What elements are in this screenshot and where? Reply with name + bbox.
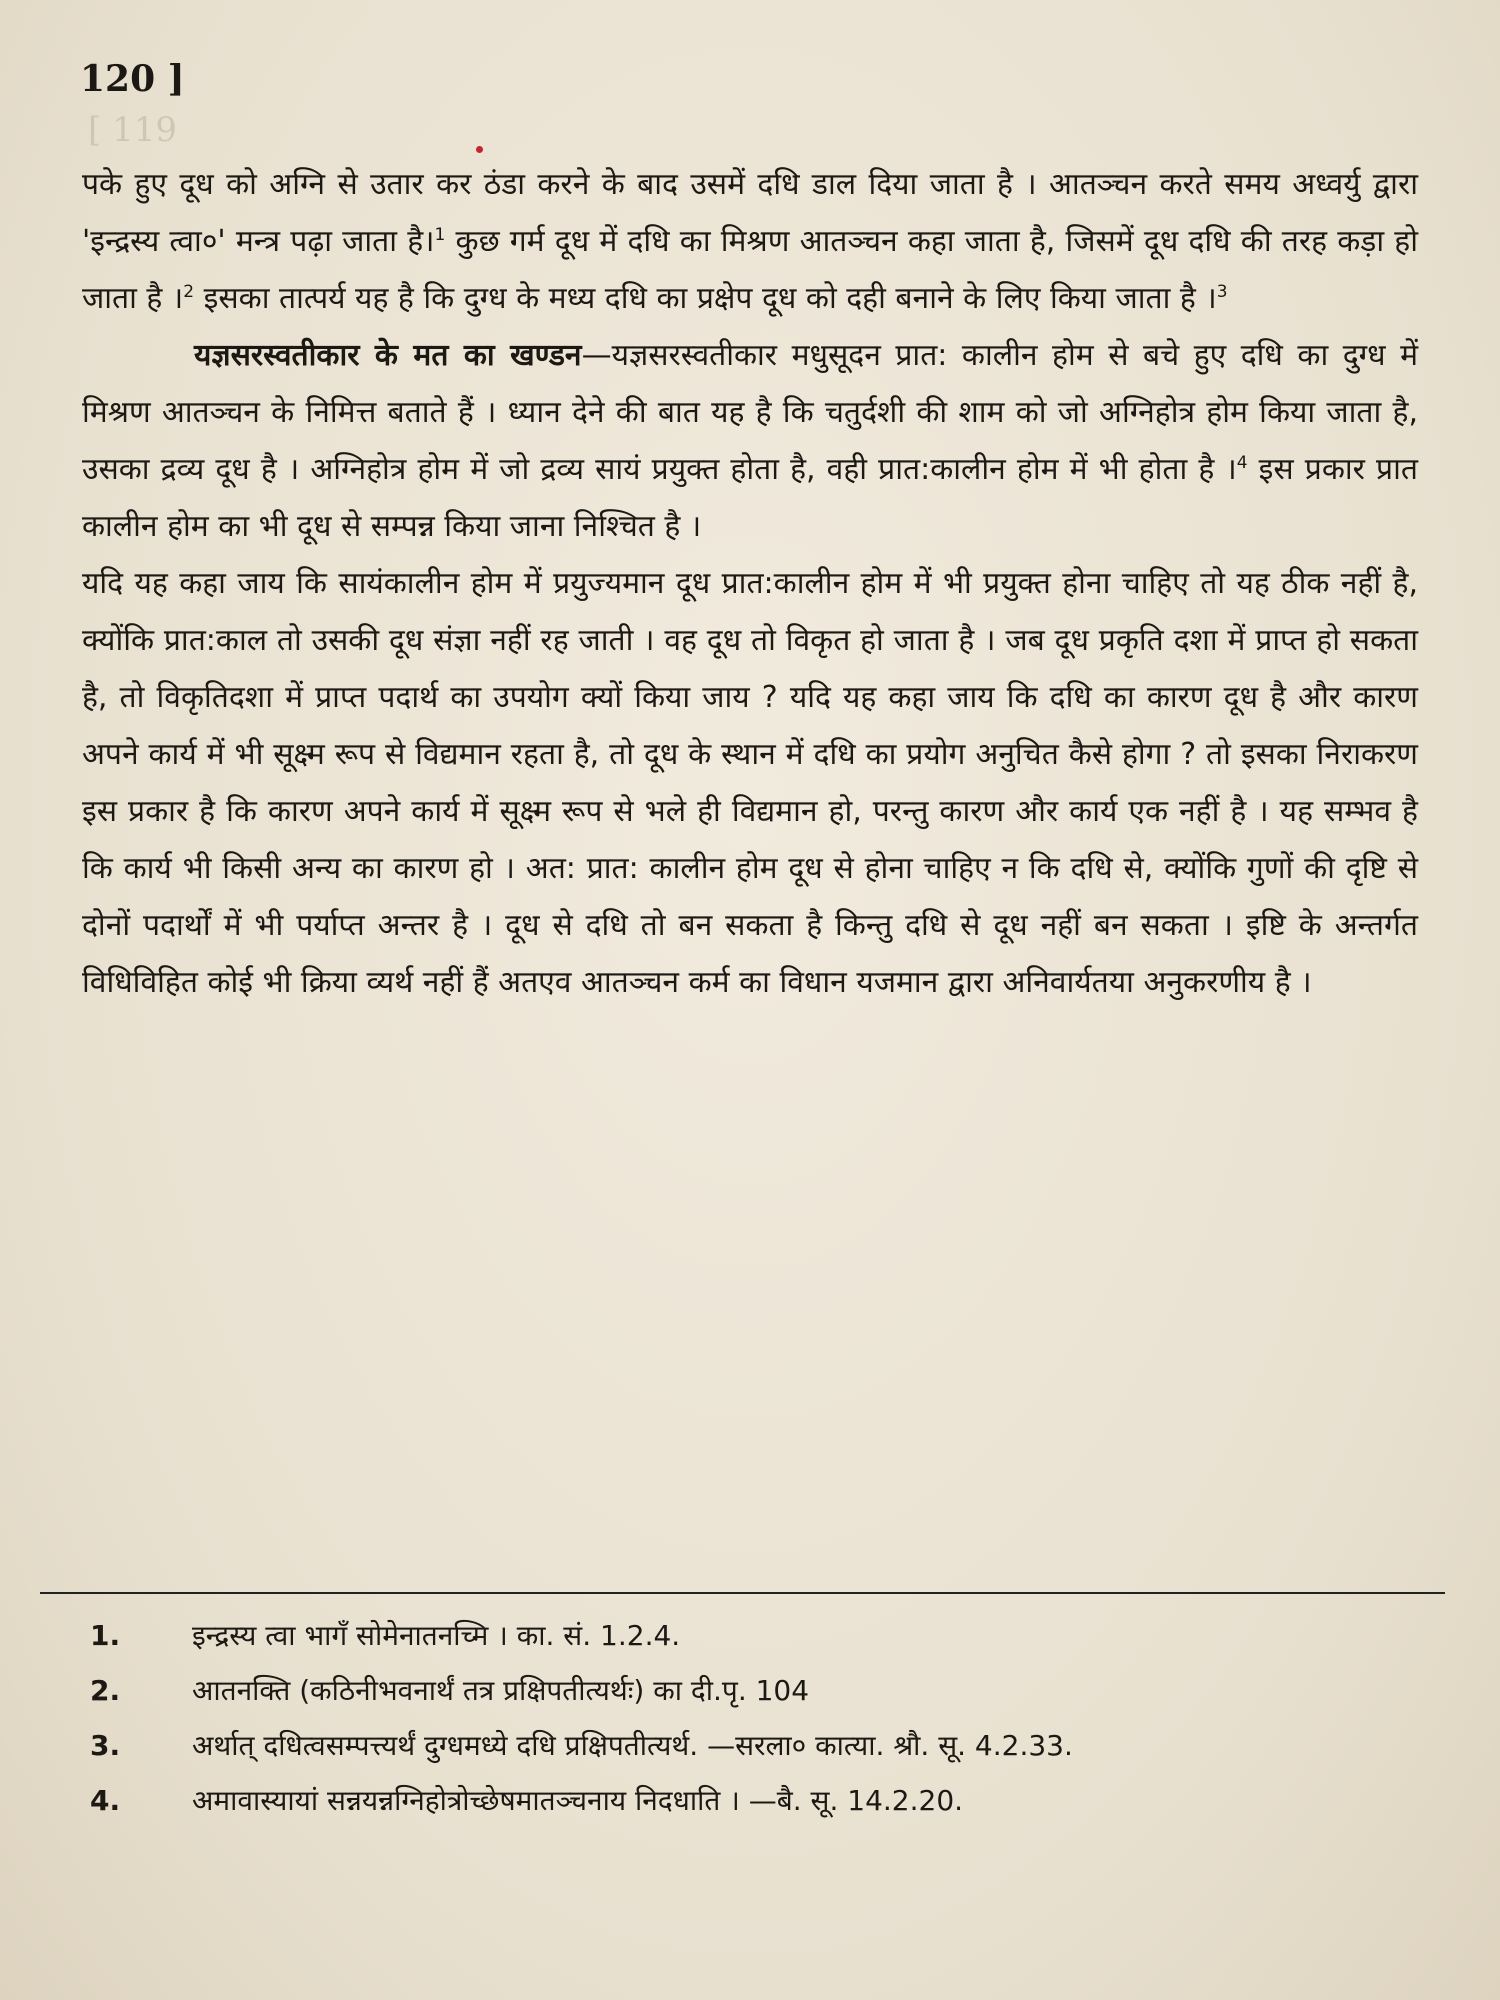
page-number: 120 ] xyxy=(80,58,185,100)
footnote-ref-4: 4 xyxy=(1236,453,1248,473)
paragraph-1-text-c: इसका तात्पर्य यह है कि दुग्ध के मध्य दधि का प्रक्षेप दूध को दही बनाने के लिए किया जाता है । xyxy=(194,281,1217,316)
footnote-text: आतनक्ति (कठिनीभवनार्थं तत्र प्रक्षिपतीत्यर्थः) का दी.पृ. 104 xyxy=(192,1674,810,1707)
footnote-text: अर्थात् दधित्वसम्पत्त्यर्थं दुग्धमध्ये दधि प्रक्षिपतीत्यर्थ. —सरला० कात्या. श्रौ. सू. 4.2.33. xyxy=(192,1729,1073,1762)
paragraph-3: यदि यह कहा जाय कि सायंकालीन होम में प्रयुज्यमान दूध प्रात:कालीन होम में भी प्रयुक्त होना चाहिए तो यह ठीक नहीं है, क्योंकि प्रात:काल तो उसकी दूध संज्ञा नहीं रह जाती । वह दूध तो विकृत हो जाता है । जब दूध प्रकृति दशा में प्राप्त हो सकता है, तो विकृतिदशा में प्राप्त पदार्थ का उपयोग क्यों किया जाय ? यदि यह कहा जाय कि दधि का कारण दूध है और कारण अपने कार्य में भी सूक्ष्म रूप से विद्यमान रहता है, तो दूध के स्थान में दधि का प्रयोग अनुचित कैसे होगा ? तो इसका निराकरण इस प्रकार है कि कारण अपने कार्य में सूक्ष्म रूप से भले ही विद्यमान हो, परन्तु कारण और कार्य एक नहीं है । यह सम्भव है कि कार्य भी किसी अन्य का कारण हो । अत: प्रात: कालीन होम दूध से होना चाहिए न कि दधि से, क्योंकि गुणों की दृष्टि से दोनों पदार्थों में भी पर्याप्त अन्तर है । दूध से दधि तो बन सकता है किन्तु दधि से दूध नहीं बन सकता । इष्टि के अन्तर्गत विधिविहित कोई भी क्रिया व्यर्थ नहीं हैं अतएव आतञ्चन कर्म का विधान यजमान द्वारा अनिवार्यतया अनुकरणीय है । xyxy=(82,566,1418,1000)
footnote-2 xyxy=(90,1663,1420,1718)
footnote-number: 2. xyxy=(90,1674,121,1707)
footnote-text: इन्द्रस्य त्वा भागँ सोमेनातनच्मि । का. सं. 1.2.4. xyxy=(192,1619,681,1652)
footnote-ref-2: 2 xyxy=(183,282,195,302)
footnote-3 xyxy=(90,1718,1420,1773)
section-heading: यज्ञसरस्वतीकार के मत का खण्डन xyxy=(194,338,582,373)
footnote-number: 4. xyxy=(90,1784,121,1817)
footnote-number: 3. xyxy=(90,1729,121,1762)
footnote-ref-3: 3 xyxy=(1216,282,1228,302)
paragraph-1-text-a: पके हुए दूध को अग्नि से उतार कर ठंडा करने के बाद उसमें दधि डाल दिया जाता है । आतञ्चन करते समय अध्वर्यु द्वारा 'इन्द्रस्य त्वा०' मन्त्र पढ़ा जाता है। xyxy=(82,167,1418,259)
paragraph-2-text-a: —यज्ञसरस्वतीकार मधुसूदन प्रात: कालीन होम से बचे हुए दधि का दुग्ध में मिश्रण आतञ्चन के निमित्त बताते हैं । ध्यान देने की बात यह है कि चतुर्दशी की शाम को जो अग्निहोत्र होम किया जाता है, उसका द्रव्य दूध है । अग्निहोत्र होम में जो द्रव्य सायं प्रयुक्त होता है, वही प्रात:कालीन होम में भी होता है । xyxy=(82,338,1419,487)
bleed-through-page-number: [ 119 xyxy=(88,110,177,150)
paragraph-2 xyxy=(82,327,1418,555)
footnote-ref-1: 1 xyxy=(434,225,446,245)
footnote-number: 1. xyxy=(90,1619,121,1652)
footnote-4 xyxy=(90,1773,1420,1828)
footnote-text: अमावास्यायां सन्नयन्नग्निहोत्रोच्छेषमातञ्चनाय निदधाति । —बै. सू. 14.2.20. xyxy=(192,1784,964,1817)
footnote-divider xyxy=(40,1592,1445,1594)
paragraph-1-text-b: कुछ गर्म दूध में दधि का मिश्रण आतञ्चन कहा जाता है, जिसमें दूध दधि की तरह कड़ा हो जाता है । xyxy=(82,224,1418,316)
paragraph-2-text-b: इस प्रकार प्रात कालीन होम का भी दूध से सम्पन्न किया जाना निश्चित है । xyxy=(82,452,1419,544)
footnote-1 xyxy=(90,1608,1420,1663)
paragraph-1 xyxy=(82,156,1418,327)
footnotes xyxy=(90,1608,1420,1828)
red-ink-mark xyxy=(476,146,483,153)
main-text xyxy=(82,156,1418,1011)
